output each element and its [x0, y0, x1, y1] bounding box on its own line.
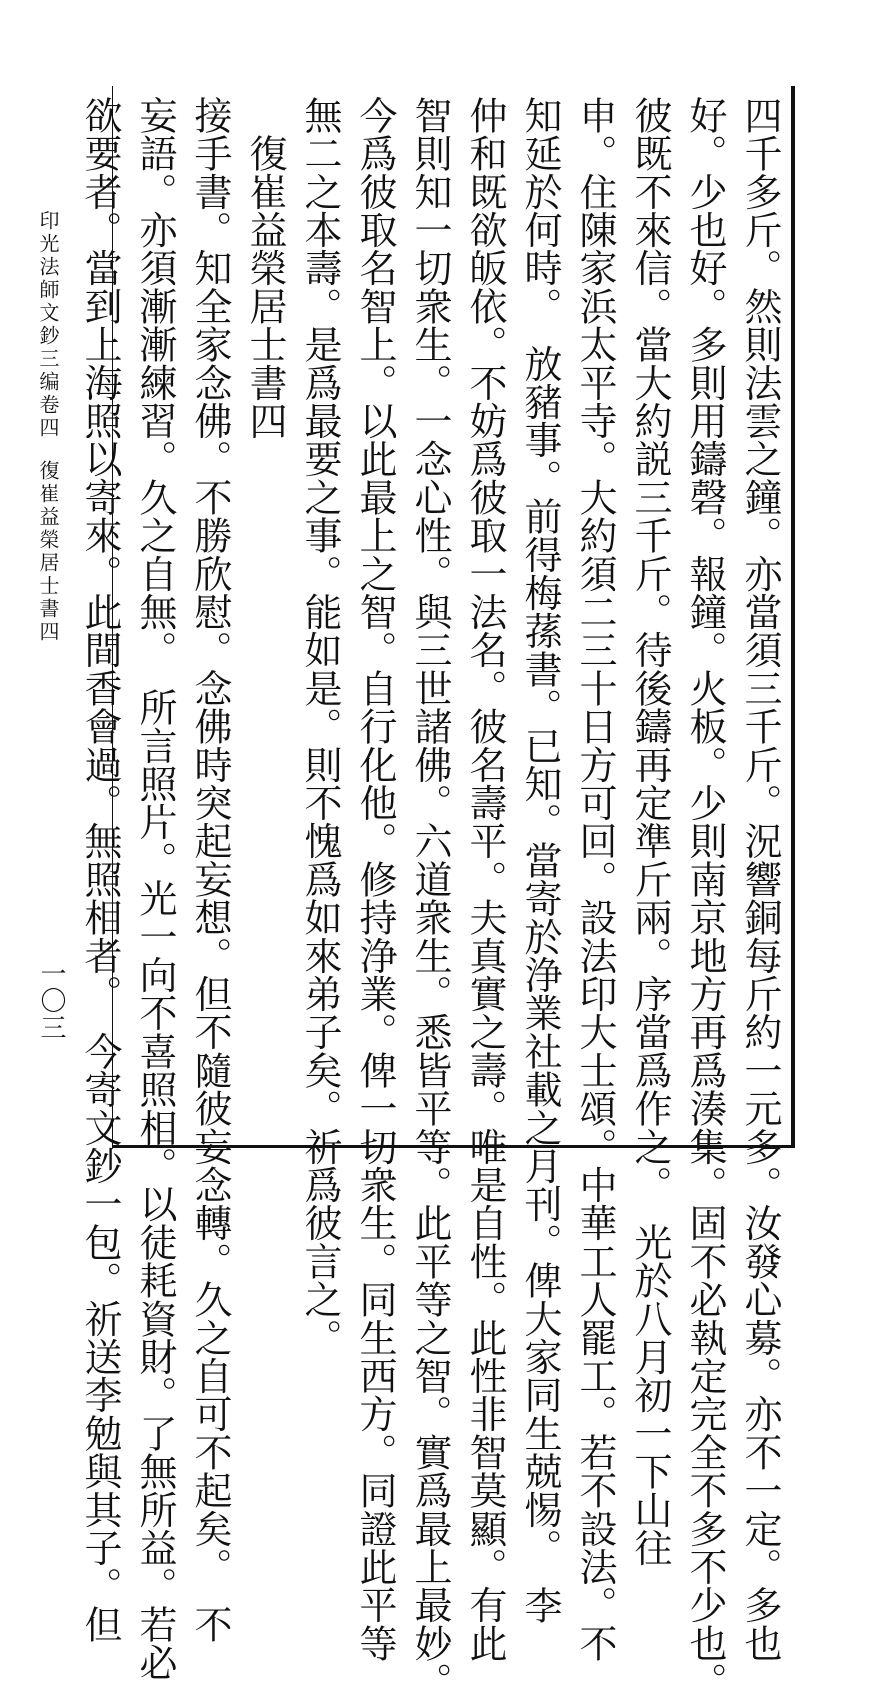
text-column-2: 好。少也好。多則用鑄磬。報鐘。火板。少則南京地方再爲湊集。固不必執定完全不多不少也。 — [683, 96, 727, 1700]
text-column-1: 四千多斤。然則法雲之鐘。亦當須三千斤。況響銅每斤約一元多。汝發心募。亦不一定。多也 — [738, 96, 782, 1663]
letter-heading: 復崔益榮居士書四 — [243, 96, 287, 440]
text-column-8: 今爲彼取名智上。以此最上之智。自行化他。修持浄業。俾一切衆生。同生西方。同證此平等 — [353, 96, 397, 1663]
text-column-7: 智則知一切衆生。一念心性。與三世諸佛。六道衆生。悉皆平等。此平等之智。實爲最上最妙。 — [408, 96, 452, 1700]
section-title: 復崔益榮居士書四 — [36, 460, 60, 644]
text-column-9: 無二之本壽。是爲最要之事。能如是。則不愧爲如來弟子矣。祈爲彼言之。 — [298, 96, 342, 1357]
page-number: 一〇三 — [36, 960, 66, 1041]
text-column-10: 接手書。知全家念佛。不勝欣慰。念佛時突起妄想。但不隨彼妄念轉。久之自可不起矣。 不 — [188, 96, 232, 1644]
text-column-3: 彼既不來信。當大約説三千斤。待後鑄再定準斤兩。序當爲作之。 光於八月初一下山往 — [628, 96, 672, 1567]
text-column-6: 仲和既欲皈依。不妨爲彼取一法名。彼名壽平。夫真實之壽。唯是自性。此性非智莫顯。有此 — [463, 96, 507, 1663]
book-title: 印光法師文鈔三编卷四 — [36, 210, 60, 440]
text-column-4: 申。住陳家浜太平寺。大約須二三十日方可回。設法印大士頌。中華工人罷工。若不設法。不 — [573, 96, 617, 1663]
text-column-11: 妄語。亦須漸漸練習。久之自無。 所言照片。光一向不喜照相。以徒耗資財。了無所益。若必 — [133, 96, 177, 1682]
text-column-12: 欲要者。當到上海照以寄來。此間香會過。無照相者。 今寄文鈔一包。祈送李勉與其子。但 — [78, 96, 122, 1644]
text-column-5: 知延於何時。 放豬事。前得梅蓀書。已知。當寄於浄業社載之月刊。俾大家同生兢惕。 李 — [518, 96, 562, 1625]
